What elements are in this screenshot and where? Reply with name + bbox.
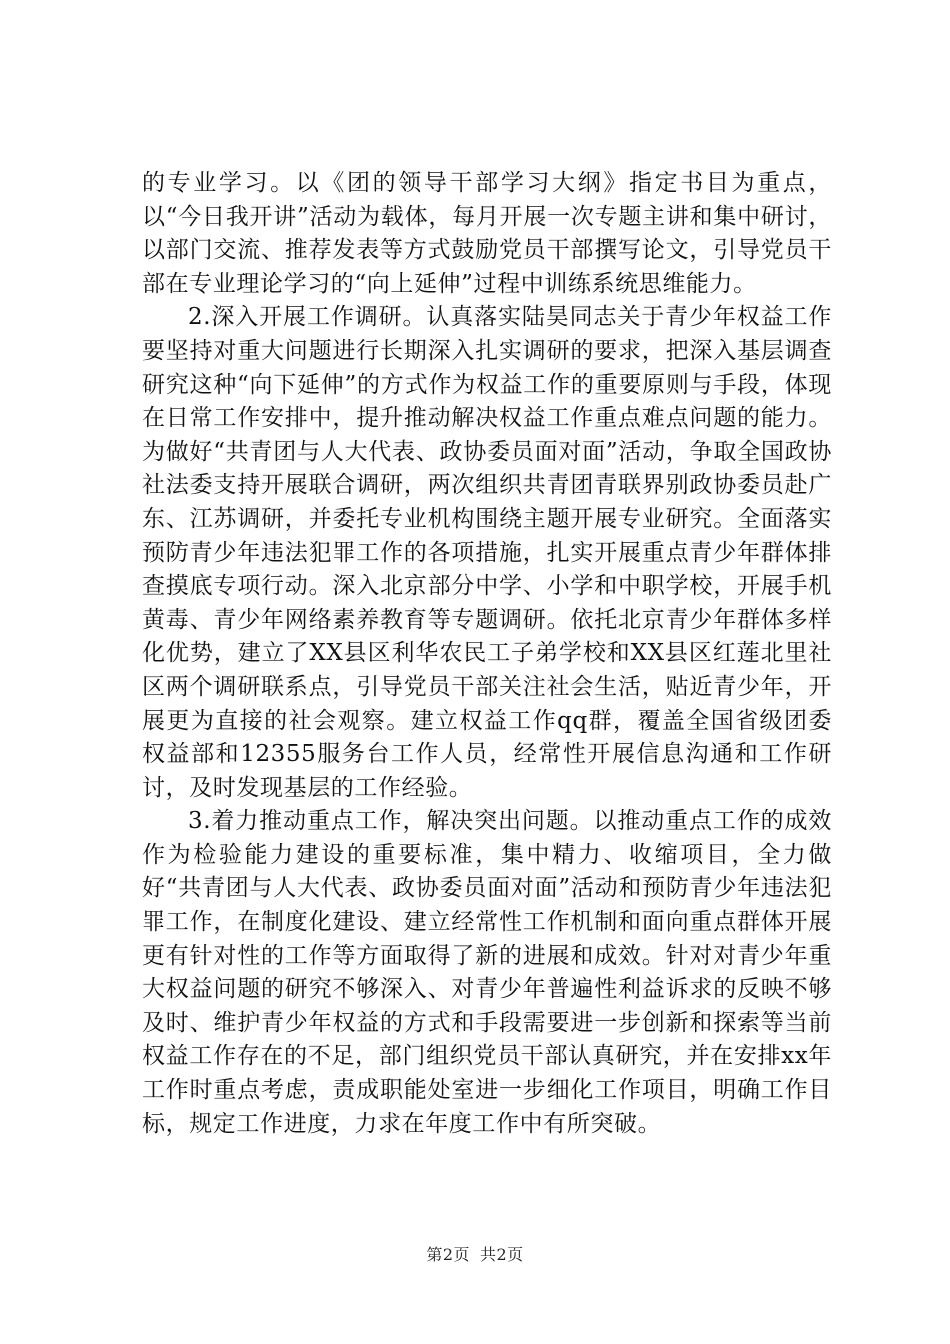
page-footer bbox=[0, 1245, 950, 1265]
page-number-current: 第2页 bbox=[426, 1245, 470, 1264]
paragraph-key-work: 3.着力推动重点工作，解决突出问题。以推动重点工作的成效作为检验能力建设的重要标准，集中精力、收缩项目，全力做好“共青团与人大代表、政协委员面对面”活动和预防青少年违法犯罪工作，在制度化建设、建立经常性工作机制和面向重点群体开展更有针对性的工作等方面取得了新的进展和成效。针对对青少年重大权益问题的研究不够深入、对青少年普遍性利益诉求的反映不够及时、维护青少年权益的方式和手段需要进一步创新和探索等当前权益工作存在的不足，部门组织党员干部认真研究，并在安排xx年工作时重点考虑，责成职能处室进一步细化工作项目，明确工作目标，规定工作进度，力求在年度工作中有所突破。 bbox=[142, 808, 832, 1137]
paragraph-research: 2.深入开展工作调研。认真落实陆昊同志关于青少年权益工作要坚持对重大问题进行长期深入扎实调研的要求，把深入基层调查研究这种“向下延伸”的方式作为权益工作的重要原则与手段，体现在日常工作安排中，提升推动解决权益工作重点难点问题的能力。为做好“共青团与人大代表、政协委员面对面”活动，争取全国政协社法委支持开展联合调研，两次组织共青团青联界别政协委员赴广东、江苏调研，并委托专业机构围绕主题开展专业研究。全面落实预防青少年违法犯罪工作的各项措施，扎实开展重点青少年群体排查摸底专项行动。深入北京部分中学、小学和中职学校，开展手机黄毒、青少年网络素养教育等专题调研。依托北京青少年群体多样化优势，建立了XX县区利华农民工子弟学校和XX县区红莲北里社区两个调研联系点，引导党员干部关注社会生活，贴近青少年，开展更为直接的社会观察。建立权益工作qq群，覆盖全国省级团委权益部和12355服务台工作人员，经常性开展信息沟通和工作研讨，及时发现基层的工作经验。 bbox=[142, 304, 832, 801]
document-body bbox=[142, 167, 832, 1141]
paragraph-study: 的专业学习。以《团的领导干部学习大纲》指定书目为重点，以“今日我开讲”活动为载体，每月开展一次专题主讲和集中研讨，以部门交流、推荐发表等方式鼓励党员干部撰写论文，引导党员干部在专业理论学习的“向上延伸”过程中训练系统思维能力。 bbox=[142, 170, 832, 297]
page-number-total: 共2页 bbox=[480, 1245, 524, 1264]
